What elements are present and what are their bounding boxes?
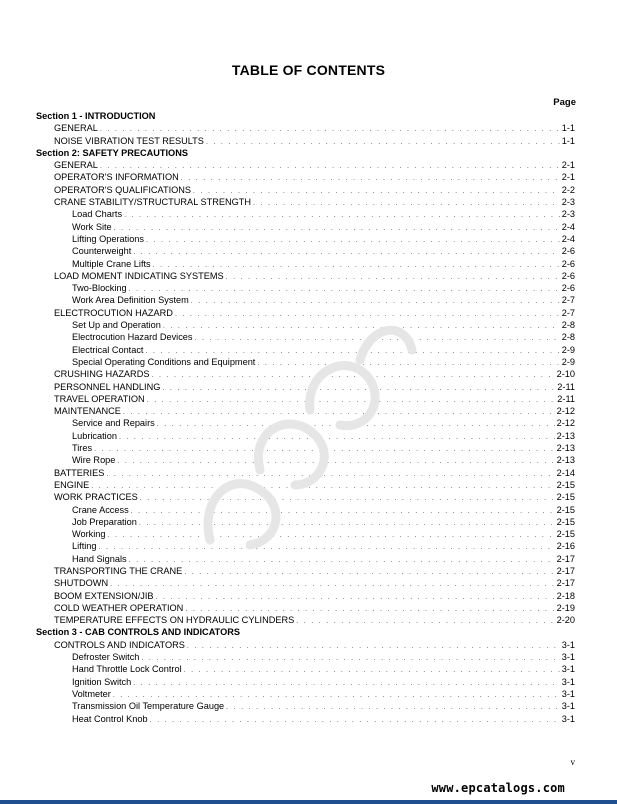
- dot-leader: [91, 481, 554, 493]
- toc-entry[interactable]: [36, 553, 575, 565]
- toc-entry-page: 3-1: [561, 664, 575, 675]
- dot-leader: [162, 383, 555, 395]
- toc-entry-title: CRANE STABILITY/STRUCTURAL STRENGTH: [54, 197, 252, 208]
- toc-entry[interactable]: [36, 356, 575, 368]
- toc-entry-page: 2-17: [556, 565, 575, 576]
- toc-entry[interactable]: [36, 171, 575, 183]
- toc-entry-title: Lubrication: [72, 430, 117, 441]
- toc-section-heading: [36, 110, 575, 122]
- toc-entry-title: Two-Blocking: [72, 283, 127, 294]
- toc-entry-page: 2-10: [556, 369, 575, 380]
- page-column-heading: Page: [553, 97, 576, 108]
- toc-entry[interactable]: [36, 294, 575, 306]
- toc-entry-title: Defroster Switch: [72, 652, 140, 663]
- toc-entry-title: ELECTROCUTION HAZARD: [54, 307, 173, 318]
- toc-entry[interactable]: [36, 184, 575, 196]
- toc-entry-page: 2-2: [561, 184, 575, 195]
- toc-entry[interactable]: [36, 381, 575, 393]
- toc-entry-title: Voltmeter: [72, 688, 111, 699]
- toc-entry-page: 1-1: [561, 135, 575, 146]
- toc-entry-page: 2-12: [556, 406, 575, 417]
- toc-entry-title: TRANSPORTING THE CRANE: [54, 565, 183, 576]
- toc-entry-page: 2-15: [556, 529, 575, 540]
- dot-leader: [296, 616, 554, 628]
- toc-entry-title: Crane Access: [72, 504, 129, 515]
- toc-entry-page: 3-1: [561, 652, 575, 663]
- toc-entry-title: BATTERIES: [54, 467, 105, 478]
- dot-leader: [139, 518, 555, 530]
- toc-entry-page: 2-15: [556, 516, 575, 527]
- toc-entry[interactable]: [36, 528, 575, 540]
- toc-entry[interactable]: [36, 454, 575, 466]
- toc-entry-title: Set Up and Operation: [72, 320, 161, 331]
- toc-entry-title: CONTROLS AND INDICATORS: [54, 639, 185, 650]
- toc-entry-page: 2-8: [561, 320, 575, 331]
- toc-entry-title: LOAD MOMENT INDICATING SYSTEMS: [54, 270, 224, 281]
- toc-entry-title: Multiple Crane Lifts: [72, 258, 151, 269]
- toc-entry[interactable]: [36, 122, 575, 134]
- dot-leader: [226, 702, 560, 714]
- toc-entry-page: 2-13: [556, 430, 575, 441]
- dot-leader: [156, 592, 555, 604]
- toc-entry-title: Wire Rope: [72, 455, 116, 466]
- toc-entry[interactable]: [36, 663, 575, 675]
- toc-entry-page: 2-14: [556, 467, 575, 478]
- toc-entry[interactable]: [36, 135, 575, 147]
- toc-entry[interactable]: [36, 430, 575, 442]
- toc-entry[interactable]: [36, 651, 575, 663]
- toc-entry-title: WORK PRACTICES: [54, 492, 138, 503]
- dot-leader: [184, 567, 554, 579]
- toc-entry[interactable]: [36, 639, 575, 651]
- toc-entry[interactable]: [36, 393, 575, 405]
- toc-entry[interactable]: [36, 319, 575, 331]
- toc-entry[interactable]: [36, 700, 575, 712]
- toc-entry[interactable]: [36, 442, 575, 454]
- toc-entry-title: GENERAL: [54, 123, 98, 134]
- dot-leader: [131, 506, 555, 518]
- toc-entry-page: 3-1: [561, 676, 575, 687]
- dot-leader: [106, 469, 554, 481]
- dot-leader: [146, 235, 560, 247]
- toc-entry-title: SHUTDOWN: [54, 578, 109, 589]
- toc-entry-page: 2-7: [561, 295, 575, 306]
- toc-entry-title: GENERAL: [54, 160, 98, 171]
- toc-entry-page: 2-15: [556, 504, 575, 515]
- toc-entry-page: 2-7: [561, 307, 575, 318]
- toc-entry-title: TEMPERATURE EFFECTS ON HYDRAULIC CYLINDERS: [54, 615, 295, 626]
- toc-entry-title: PERSONNEL HANDLING: [54, 381, 161, 392]
- dot-leader: [163, 321, 560, 333]
- toc-entry-title: OPERATOR'S INFORMATION: [54, 172, 179, 183]
- toc-entry[interactable]: [36, 331, 575, 343]
- toc-entry-page: 2-1: [561, 160, 575, 171]
- toc-entry-title: Work Area Definition System: [72, 295, 189, 306]
- toc-entry-page: 2-9: [561, 344, 575, 355]
- toc-entry-page: 2-18: [556, 590, 575, 601]
- toc-entry-title: Load Charts: [72, 209, 123, 220]
- dot-leader: [110, 579, 555, 591]
- dot-leader: [114, 223, 560, 235]
- toc-entry-page: 3-1: [561, 688, 575, 699]
- toc-entry-page: 2-19: [556, 602, 575, 613]
- toc-entry[interactable]: [36, 221, 575, 233]
- toc-entry-title: Lifting: [72, 541, 97, 552]
- toc-entry-page: 3-1: [561, 701, 575, 712]
- toc-entry[interactable]: [36, 282, 575, 294]
- dot-leader: [117, 456, 554, 468]
- toc-entry-page: 1-1: [561, 123, 575, 134]
- dot-leader: [191, 296, 560, 308]
- toc-entry-title: Tires: [72, 443, 93, 454]
- toc-entry-title: MAINTENANCE: [54, 406, 121, 417]
- toc-entry[interactable]: [36, 713, 575, 725]
- toc-entry-page: 2-17: [556, 553, 575, 564]
- footer-rule: [0, 800, 617, 804]
- dot-leader: [119, 432, 555, 444]
- toc-entry-title: Section 1 - INTRODUCTION: [36, 111, 156, 121]
- toc-entry[interactable]: [36, 307, 575, 319]
- toc-entry[interactable]: [36, 602, 575, 614]
- dot-leader: [157, 419, 555, 431]
- toc-entry-page: 2-6: [561, 246, 575, 257]
- toc-entry-title: Electrical Contact: [72, 344, 144, 355]
- toc-entry-title: BOOM EXTENSION/JIB: [54, 590, 154, 601]
- dot-leader: [147, 395, 556, 407]
- toc-entry-title: Hand Throttle Lock Control: [72, 664, 182, 675]
- table-of-contents: [36, 110, 575, 725]
- toc-entry-page: 2-9: [561, 356, 575, 367]
- toc-entry-title: ENGINE: [54, 479, 90, 490]
- toc-entry[interactable]: [36, 270, 575, 282]
- toc-entry-title: CRUSHING HAZARDS: [54, 369, 150, 380]
- toc-entry[interactable]: [36, 565, 575, 577]
- toc-entry-title: Special Operating Conditions and Equipment: [72, 356, 256, 367]
- toc-entry[interactable]: [36, 196, 575, 208]
- toc-entry-page: 2-1: [561, 172, 575, 183]
- page-number: v: [570, 757, 575, 767]
- toc-entry[interactable]: [36, 540, 575, 552]
- toc-entry-page: 2-11: [557, 381, 575, 392]
- dot-leader: [257, 358, 559, 370]
- toc-entry[interactable]: [36, 491, 575, 503]
- dot-leader: [108, 530, 555, 542]
- dot-leader: [141, 653, 559, 665]
- dot-leader: [184, 665, 560, 677]
- dot-leader: [150, 715, 560, 727]
- toc-entry-title: Counterweight: [72, 246, 132, 257]
- toc-entry-title: Working: [72, 529, 106, 540]
- toc-entry-page: 2-6: [561, 283, 575, 294]
- toc-entry-title: Electrocution Hazard Devices: [72, 332, 193, 343]
- toc-entry-page: 2-20: [556, 615, 575, 626]
- toc-entry-page: 2-8: [561, 332, 575, 343]
- dot-leader: [140, 493, 555, 505]
- dot-leader: [94, 444, 555, 456]
- toc-entry[interactable]: [36, 676, 575, 688]
- toc-entry-title: Transmission Oil Temperature Gauge: [72, 701, 225, 712]
- dot-leader: [175, 309, 560, 321]
- dot-leader: [253, 198, 560, 210]
- dot-leader: [99, 542, 555, 554]
- toc-entry-title: NOISE VIBRATION TEST RESULTS: [54, 135, 204, 146]
- dot-leader: [195, 333, 560, 345]
- dot-leader: [129, 555, 555, 567]
- toc-entry-page: 3-1: [561, 713, 575, 724]
- toc-entry[interactable]: [36, 233, 575, 245]
- toc-entry[interactable]: [36, 577, 575, 589]
- dot-leader: [187, 641, 560, 653]
- toc-entry-title: COLD WEATHER OPERATION: [54, 602, 184, 613]
- dot-leader: [129, 284, 560, 296]
- toc-entry[interactable]: [36, 504, 575, 516]
- toc-entry-page: 2-12: [556, 418, 575, 429]
- toc-entry-title: Heat Control Knob: [72, 713, 148, 724]
- toc-entry[interactable]: [36, 479, 575, 491]
- toc-entry-page: 2-15: [556, 479, 575, 490]
- toc-entry[interactable]: [36, 159, 575, 171]
- toc-entry[interactable]: [36, 467, 575, 479]
- toc-entry-page: 2-16: [556, 541, 575, 552]
- dot-leader: [181, 173, 560, 185]
- dot-leader: [124, 210, 560, 222]
- toc-entry[interactable]: [36, 245, 575, 257]
- toc-entry-title: Lifting Operations: [72, 233, 145, 244]
- toc-entry-page: 2-6: [561, 258, 575, 269]
- toc-entry-page: 2-3: [561, 209, 575, 220]
- toc-entry-page: 2-17: [556, 578, 575, 589]
- toc-entry-page: 2-11: [557, 393, 575, 404]
- dot-leader: [226, 272, 560, 284]
- toc-entry-page: 2-15: [556, 492, 575, 503]
- dot-leader: [133, 678, 559, 690]
- toc-entry[interactable]: [36, 590, 575, 602]
- toc-entry-title: Service and Repairs: [72, 418, 155, 429]
- toc-entry[interactable]: [36, 417, 575, 429]
- toc-entry-page: 2-3: [561, 197, 575, 208]
- toc-entry[interactable]: [36, 258, 575, 270]
- toc-entry-title: Hand Signals: [72, 553, 127, 564]
- toc-entry-title: Work Site: [72, 221, 112, 232]
- toc-entry[interactable]: [36, 516, 575, 528]
- toc-entry[interactable]: [36, 614, 575, 626]
- toc-entry-title: OPERATOR'S QUALIFICATIONS: [54, 184, 192, 195]
- page-title: TABLE OF CONTENTS: [231, 62, 386, 78]
- toc-entry[interactable]: [36, 208, 575, 220]
- toc-entry-title: TRAVEL OPERATION: [54, 393, 145, 404]
- dot-leader: [123, 407, 555, 419]
- footer-url[interactable]: www.epcatalogs.com: [431, 781, 565, 795]
- dot-leader: [206, 137, 560, 149]
- toc-entry-title: Section 3 - CAB CONTROLS AND INDICATORS: [36, 627, 241, 638]
- toc-entry-page: 2-6: [561, 270, 575, 281]
- toc-entry-title: Job Preparation: [72, 516, 137, 527]
- toc-entry[interactable]: [36, 344, 575, 356]
- toc-entry-page: 2-4: [561, 221, 575, 232]
- toc-entry-title: Section 2: SAFETY PRECAUTIONS: [36, 147, 188, 158]
- toc-entry[interactable]: [36, 405, 575, 417]
- dot-leader: [133, 247, 559, 259]
- toc-entry-page: 2-13: [556, 443, 575, 454]
- toc-entry-page: 3-1: [561, 639, 575, 650]
- toc-entry[interactable]: [36, 688, 575, 700]
- toc-entry-title: Ignition Switch: [72, 676, 132, 687]
- toc-entry-page: 2-4: [561, 233, 575, 244]
- toc-entry[interactable]: [36, 368, 575, 380]
- dot-leader: [151, 370, 554, 382]
- toc-entry-page: 2-13: [556, 455, 575, 466]
